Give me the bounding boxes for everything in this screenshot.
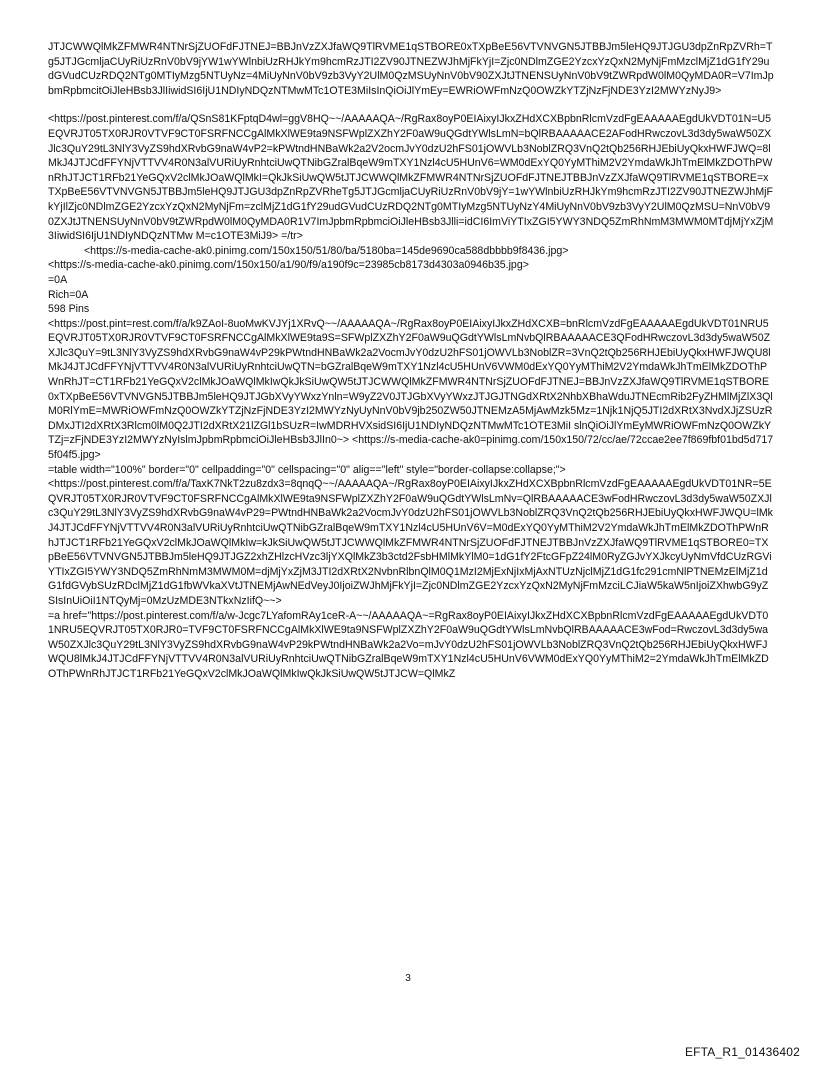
document-body [48,40,774,682]
encoded-url-block-4: <https://post.pinterest.com/f/a/TaxK7NkT2zu8zdx3=8qnqQ~~/AAAAAQA~/RgRax8oyP0EIAixyIJkxZHdXCXBpbnRlcmVzdFgEAAAAAEgdUkVDT01NR=5EQVRJT05TX0RJR0VTVF9CT0FSRFNCCgAlMkXlWE9ta9NSFWplZXZhY2F0aW9uQGdtYWlsLmNv=QlRBAAAAACE3wFodHRwczovL3d3dy5waW50ZXJlc3QuY29tL3NlY3VyZS9hdXRvbG9naW4vP29=PWtndHNBaWk2a2VocmJvY0dzU2hFS01jOWVLb3NoblZRQ3VnQ2tQb256RHJEbiUyQkxHWFJWQU=lMkJ4JTJCdFFYNjVTTVV4R0N3alVURiUyRnhtciUwQTNibGZralBqeW9mTXY1Nzl4cU5HUnV6V=M0dExYQ0YyMThiM2V2YmdaWkJhTmElMkZDOThPWnRhJTJCT1RFb21YeGQxV2clMkJOaWQlMkIw=kJkSiUwQW5tJTJCWWQlMkZFMWR4NTNrSjZUOFdFJTNEJTBBJnVzZXJfaWQ9TlRVME1qSTBORE0=TXpBeE56VTVNVGN5JTBBJm5leHQ9JTJGZ2xhZHlzcHVzc3ljYXQlMkZ3b3ctd2FsbHMlMkYlM0=1dG1fY2FtcGFpZ24lM0RyZGJvYXJkcyUyNmVfdCUzRGViYTIxZGI5YWY3NDQ5ZmRhNmM3MWM0M=djMjYxZjM3JTI2dXRtX2NvbnRlbnQlM0Q1MzI2MjExNjIxMjAxNTUzNjclMjZ1dG1fc291cmNlPTNEMzElMjZ1dG1fdGVybSUzRDclMjZ1dG1fbWVkaXVtJTNEMjAwNEdVeyJ0IjoiZWJhMjFkYjI=Zjc0NDlmZGE2YzcxYzQxN2MyNjFmMzciLCJiaW5kaW5nIjoiZXhwbG9yZSIsInUiOiI1NTQyMj=0MzUzMDE3NTkxNzIifQ~~> [48,478,773,607]
encoded-url-block-1: JTJCWWQlMkZFMWR4NTNrSjZUOFdFJTNEJ=BBJnVzZXJfaWQ9TlRVME1qSTBORE0xTXpBeE56VTVNVGN5JTBBJm5leHQ9JTJGU3dpZnRpZVRh=Tg5JTJGcmljaCUyRiUzRnV0bV9jYW1wYWlnbiUzRHJkYm9hcmRzJTI2ZV90JTNEZWJhMjFkYjI=Zjc0NDlmZGE2YzcxYzQxN2MyNjFmMzclMjZ1dG1fY29udGVudCUzRDQ2NTg0MTIyMzg5NTUyNz=4MiUyNnV0bV9zb3VyY2UlM0QzMSUyNnV0bV90ZXJtJTNENSUyNnV0bV9tZWRpdW0lM0QyMDA0R=V7ImJpbmRpbmcitOiJleHBsb3JlIiwidSI6IjU1NDIyNDQzNTMwMTc1OTE3MiIsInQiOiJlYmEy=EWRiOWFmNzQ0OWZkYTZjNzFjNDE3YzI2MWYzNyJ9> [48,41,774,97]
encoded-url-block-5: =a href="https://post.pinterest.com/f/a/w-Jcgc7LYafomRAy1ceR-A~~/AAAAAQA~=RgRax8oyP0EIAixyIJkxZHdXCXBpbnRlcmVzdFgEAAAAAEgdUkVDT01NRU5EQVRJT05TX0RJR0=TVF9CT0FSRFNCCgAlMkXlWE9ta9NSFWplZXZhY2F0aW9uQGdtYWlsLmNvbQlRBAAAAACE3wFod=RwczovL3d3dy5waW50ZXJlc3QuY29tL3NlY3VyZS9hdXRvbG9naW4vP29kPWtndHNBaWk2a2Vo=mJvY0dzU2hFS01jOWVLb3NoblZRQ3VnQ2tQb256RHJEbiUyQkxHWFJWQU8lMkJ4JTJCdFFYNjVTTVV4R0N3alVURiUyRnhtciUwQTNibGZralBqeW9mTXY1Nzl4cU5HUnV6VWM0dExYQ0YyMThiM2=2YmdaWkJhTmElMkZDOThPWnRhJTJCT1RFb21YeGQxV2clMkJOaWQlMkIwQkJkSiUwQW5tJTJCW=QlMkZ [48,609,769,680]
rich-line: Rich=0A [48,288,89,301]
image-url-line-2: <https://s-media-cache-ak0.pinimg.com/150x150/a1/90/f9/a190f9c=23985cb8173d4303a0946b35.jpg> [48,259,529,272]
pins-count-line: 598 Pins [48,303,90,316]
table-markup-line: =table width="100%" border="0" cellpadding="0" cellspacing="0" alig=="left" style="border-collapse:collapse;"> [48,463,566,476]
bates-number: EFTA_R1_01436402 [684,1045,800,1059]
encoded-url-block-2: <https://post.pinterest.com/f/a/QSnS81KFptqD4wl=ggV8HQ~~/AAAAAQA~/RgRax8oyP0EIAixyIJkxZHdXCXBpbnRlcmVzdFgEAAAAAEgdUkVDT01N=U5EQVRJT05TX0RJR0VTVF9CT0FSRFNCCgAlMkXlWE9ta9NSFWplZXZhY2F0aW9uQGdtYWlsLmN=bQlRBAAAAACE2AFodHRwczovL3d3dy5waW50ZXJlc3QuY29tL3NlY3VyZS9hdXRvbG9naW4vP2=kPWtndHNBaWk2a2V2ocmJvY0dzU2hFS01jOWVLb3NoblZRQ3VnQ2tQb256RHJEbiUyQkxHWFJWQ=8lMkJ4JTJCdFFYNjVTTVV4R0N3alVURiUyRnhtciUwQTNibGZralBqeW9mTXY1Nzl4cU5HUnV6=WM0dExYQ0YyMThiM2V2YmdaWkJhTmElMkZDOThPWnRhJTJCT1RFb21YeGQxV2clMkJOaWQlMkI=QkJkSiUwQW5tJTJCWWQlMkZFMWR4NTNrSjZUOFdFJTNEJTBBJnVzZXJfaWQ9TlRVME1qSTBORE=xTXpBeE56VTVNVGN5JTBBJm5leHQ9JTJGU3dpZnRpZVRheTg5JTJGcmljaCUyRiUzRnV0bV9jY=1wYWlnbiUzRHJkYm9hcmRzJTI2ZV90JTNEZWJhMjFkYjIlZjc0NDlmZGE2YzcxYzQxN2MyNjFm=zclMjZ1dG1fY29udGVudCUzRDQ2NTg0MTIyMzg5NTUyNzY4MiUyNnV0bV9zb3VyY2UlM0QzMSU=NnV0bV90ZXJtJTNENSUyNnV0bV9tZWRpdW0lM0QyMDA0R1V7ImJpbmRpbmciOiJleHBsb3Jlli=idCI6ImViYTIxZGI5YWY3NDQ5ZmRhNmM3MWM0MTdjMjYxZjM3IiwidSI6IjU1NDIyNDQzNTMw M=c1OTE3MiJ9> =/tr> [48,113,774,243]
image-url-line-1: <https://s-media-cache-ak0.pinimg.com/150x150/51/80/ba/5180ba=145de9690ca588dbbbb9f8436.jpg> [84,244,569,257]
page-number: 3 [405,973,411,984]
encoded-line-0a: =0A [48,273,68,286]
encoded-url-block-3: <https://post.pint=rest.com/f/a/k9ZAoI-8uoMwKVJYj1XRvQ~~/AAAAAQA~/RgRax8oyP0EIAixyIJkxZHdXCXB=bnRlcmVzdFgEAAAAAEgdUkVDT01NRU5EQVRJT05TX0RJR0VTVF9CT0FSRFNCCgAlMkXlWE9ta9S=SFWplZXZhY2F0aW9uQGdtYWlsLmNvbQlRBAAAAACE3QFodHRwczovL3d3dy5waW50ZXJlc3QuY=9tL3NlY3VyZS9hdXRvbG9naW4vP29kPWtndHNBaWk2a2VocmJvY0dzU2hFS01jOWVLb3NoblZR=3VnQ2tQb256RHJEbiUyQkxHWFJWQU8lMkJ4JTJCdFFYNjVTTVV4R0N3alVURiUyRnhtciUwQTN=bGZralBqeW9mTXY1Nzl4cU5HUnV6VWM0dExYQ0YyMThiM2V2YmdaWkJhTmElMkZDOThPWnRhJT=CT1RFb21YeGQxV2clMkJOaWQlMkIwQkJkSiUwQW5tJTJCWWQlMkZFMWR4NTNrSjZUOFdFJTNEJ=BBJnVzZXJfaWQ9TlRVME1qSTBORE0xTXpBeE56VTVNVGN5JTBBJm5leHQ9JTJGbXVyYWxzYnln=W9yZ2V0JTJGbXVyYWxzJTJGJTNGdXRtX2NhbXBhaWduJTNEcmRib2FyZHMlMjZlX3QlM0RlYmE=MWRiOWFmNzQ0OWZkYTZjNzFjNDE3YzI2MWYzNyUyNnV0bV9jb250ZW50JTNEMzA5MjAwMzk5Mz=1Njk1NjQ5JTI2dXRtX3NvdXJjZSUzRDMxJTI2dXRtX3Rlcm0lM0Q2JTI2dXRtX21lZGl1bSUzR=IwMDRHVXsidSI6IjU1NDIyNDQzNTMwMTc1OTE3MiI slnQiOiJlYmEyMWRiOWFmNzQ0OWZkYTZj=zFjNDE3YzI2MWYzNyIslmJpbmRpbmciOiJleHBsb3JlIn0~> <https://s-media-cache-ak0=pinimg.com/150x150/72/cc/ae/72ccae2ee7f869fbf01bd5d7175f04f5.jpg> [48,317,774,462]
